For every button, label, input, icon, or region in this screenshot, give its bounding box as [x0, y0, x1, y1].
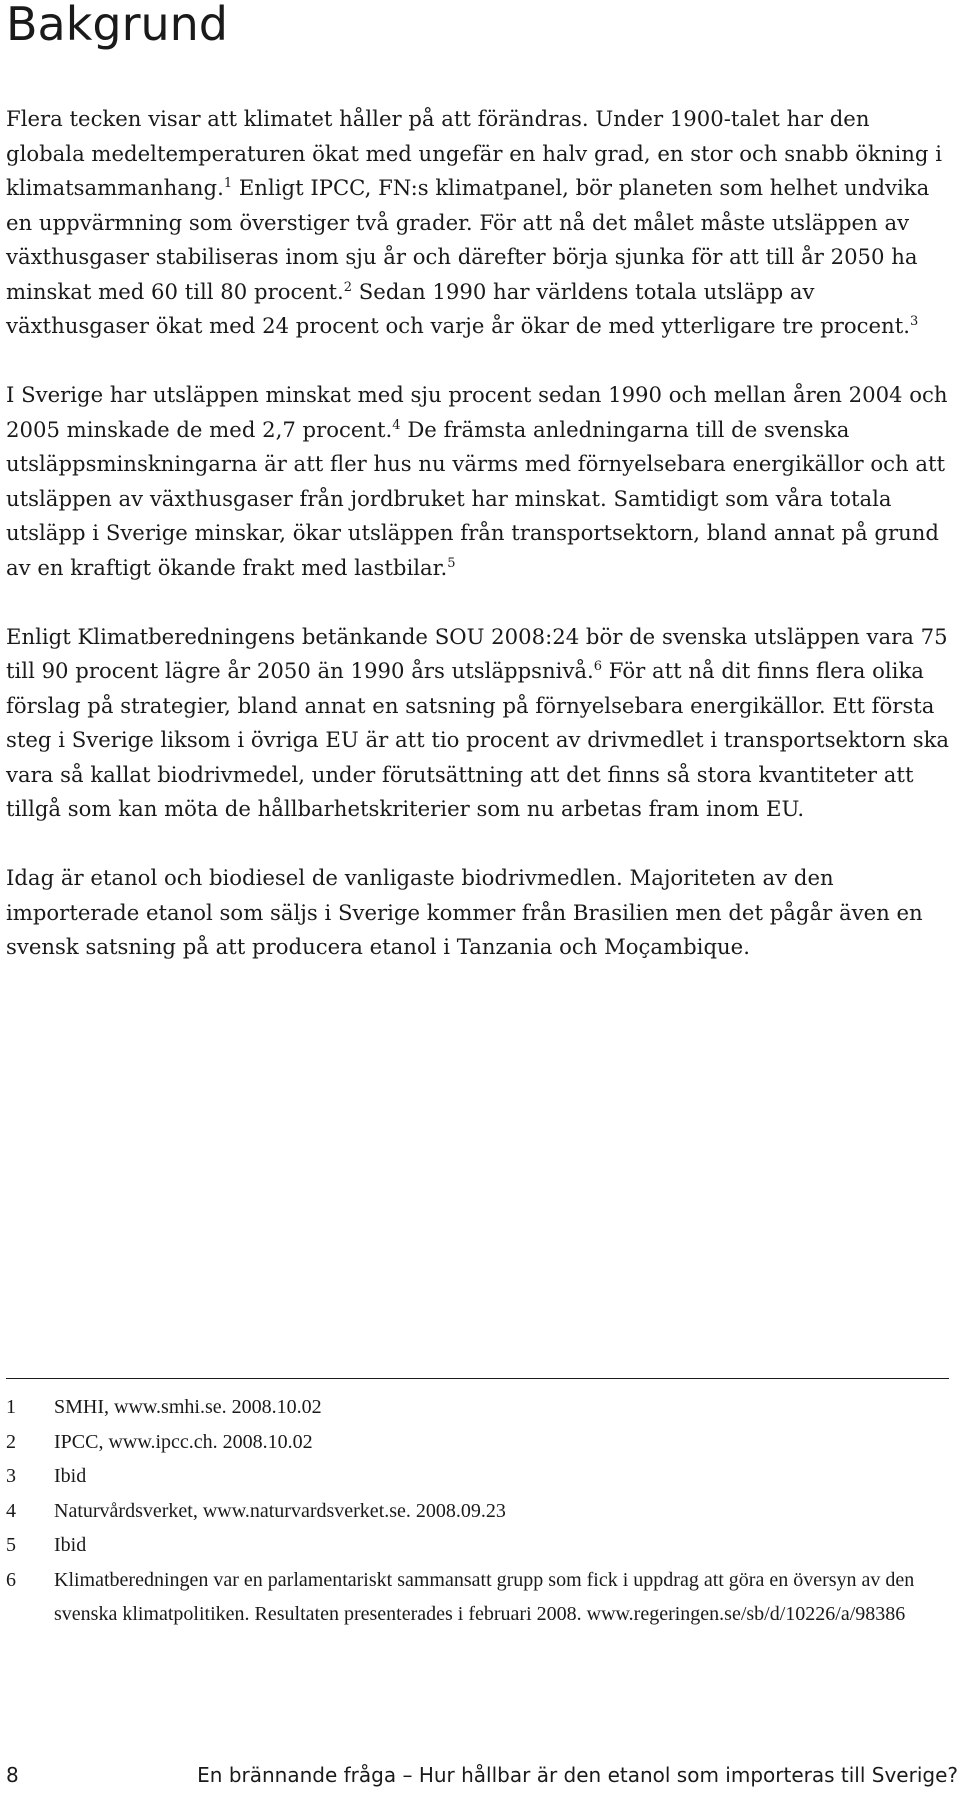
footnote-divider	[6, 1378, 949, 1379]
footnote-number: 3	[6, 1465, 16, 1487]
footnote-text: Klimatberedningen var en parlamentariskt sammansatt grupp som fick i uppdrag att göra en översyn av den svenska klimatpolitiken. Resultaten presenterades i februari 2008. www.regeringen.se/sb/d/10226/a/98386	[54, 1568, 915, 1625]
footnote-text: IPCC, www.ipcc.ch. 2008.10.02	[54, 1430, 313, 1453]
body-paragraph	[6, 378, 952, 585]
footnote-reference: 3	[909, 314, 919, 329]
running-footer: En brännande fråga – Hur hållbar är den etanol som importeras till Sverige?	[197, 1763, 958, 1787]
footnote-number: 1	[6, 1396, 16, 1418]
footnote-item	[6, 1459, 952, 1494]
page-number: 8	[6, 1763, 19, 1787]
footnote-number: 5	[6, 1534, 16, 1556]
footnote-reference: 2	[343, 279, 353, 295]
paragraph-text: Enligt Klimatberedningens betänkande SOU 2008:24 bör de svenska utsläppen vara 75 till 90 procent lägre år 2050 än 1990 års utsläppsnivå.	[6, 623, 948, 683]
footnote-text: Ibid	[54, 1534, 87, 1556]
paragraph-text: Idag är etanol och biodiesel de vanligaste biodrivmedlen. Majoriteten av den importerade etanol som säljs i Sverige kommer från Brasilien men det pågår även en svensk satsning på att producera etanol i Tanzania och Moçambique.	[6, 865, 923, 959]
paragraph-text: Enligt IPCC, FN:s klimatpanel, bör planeten som helhet undvika en uppvärmning som överstiger två grader. För att nå det målet måste utsläppen av växthusgaser stabiliseras inom sju år och därefter börja sjunka för att till år 2050 ha minskat med 60 till 80 procent.	[6, 175, 930, 304]
footnote-reference: 4	[392, 417, 401, 433]
body-paragraph	[6, 102, 952, 344]
paragraph-text: De främsta anledningarna till de svenska utsläppsminskningarna är att fler hus nu värms med förnyelsebara energikällor och att utsläppen av växthusgaser från jordbruket har minskat. Samtidigt som våra totala utsläpp i Sverige minskar, ökar utsläppen från transportsektorn, bland annat på grund av en kraftigt ökande frakt med lastbilar.	[6, 416, 946, 580]
footnote-item	[6, 1425, 952, 1460]
paragraph-text: Flera tecken visar att klimatet håller på att förändras. Under 1900-talet har den globala medeltemperaturen ökat med ungefär en halv grad, en stor och snabb ökning i klimatsammanhang.	[6, 106, 942, 200]
paragraph-text: Sedan 1990 har världens totala utsläpp av växthusgaser ökat med 24 procent och varje år ökar de med ytterligare tre procent.	[6, 278, 910, 338]
body-text	[6, 102, 952, 999]
body-paragraph	[6, 861, 952, 965]
page-heading: Bakgrund	[6, 0, 229, 51]
footnote-number: 4	[6, 1499, 16, 1522]
footnote-item	[6, 1390, 952, 1425]
footnote-number: 2	[6, 1430, 16, 1453]
paragraph-text: I Sverige har utsläppen minskat med sju procent sedan 1990 och mellan åren 2004 och 2005 minskade de med 2,7 procent.	[6, 382, 948, 442]
footnote-reference: 1	[223, 176, 233, 191]
footnote-reference: 6	[593, 659, 603, 674]
body-paragraph	[6, 620, 952, 827]
footnote-text: Naturvårdsverket, www.naturvardsverket.se. 2008.09.23	[54, 1499, 506, 1522]
footnotes-list	[6, 1390, 952, 1632]
footnote-text: Ibid	[54, 1465, 87, 1487]
footnote-item	[6, 1494, 952, 1529]
footnote-reference: 5	[447, 555, 456, 571]
footnote-text: SMHI, www.smhi.se. 2008.10.02	[54, 1396, 322, 1418]
footnote-number: 6	[6, 1568, 16, 1591]
footnote-item	[6, 1563, 952, 1632]
paragraph-text: För att nå dit finns flera olika förslag på strategier, bland annat en satsning på förnyelsebara energikällor. Ett första steg i Sverige liksom i övriga EU är att tio procent av drivmedlet i transportsektorn ska vara så kallat biodrivmedel, under förutsättning att det finns så stora kvantiteter att tillgå som kan möta de hållbarhetskriterier som nu arbetas fram inom EU.	[6, 658, 950, 821]
footnote-item	[6, 1528, 952, 1563]
